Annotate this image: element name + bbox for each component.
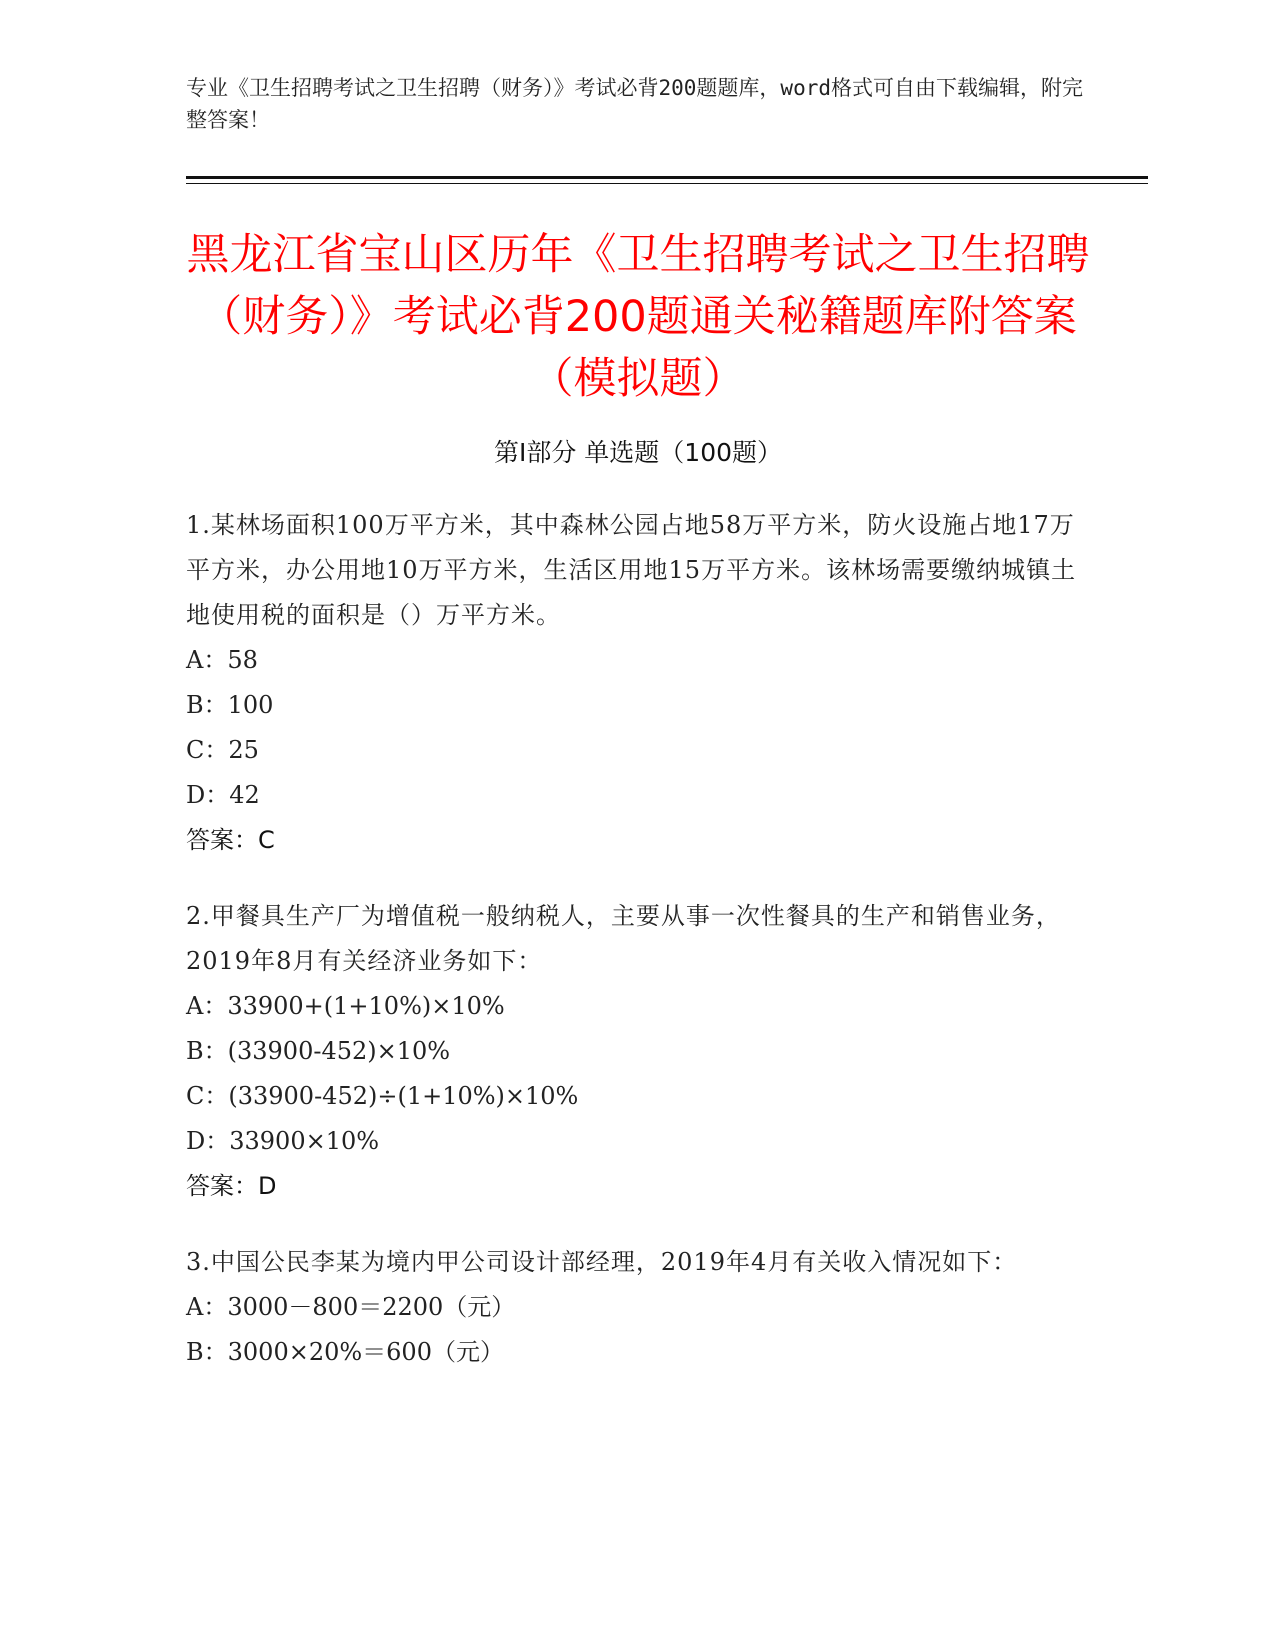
- header-divider-thin: [186, 183, 1148, 184]
- question-text: 3.中国公民李某为境内甲公司设计部经理，2019年4月有关收入情况如下：: [186, 1248, 1018, 1276]
- question-1: [186, 503, 1086, 863]
- question-text: 2.甲餐具生产厂为增值税一般纳税人，主要从事一次性餐具的生产和销售业务，2019年8月有关经济业务如下：: [186, 902, 1061, 975]
- question-2: [186, 894, 1086, 1209]
- option-a: A：58: [186, 646, 258, 674]
- option-d: D：33900×10%: [186, 1127, 380, 1155]
- option-a: A：3000－800＝2200（元）: [186, 1293, 516, 1321]
- header-divider-thick: [186, 176, 1148, 179]
- option-c: C：(33900-452)÷(1+10%)×10%: [186, 1082, 579, 1110]
- option-b: B：3000×20%＝600（元）: [186, 1338, 504, 1366]
- option-b: B：(33900-452)×10%: [186, 1037, 451, 1065]
- option-c: C：25: [186, 736, 259, 764]
- answer-line: 答案：D: [186, 1172, 277, 1200]
- question-3: [186, 1240, 1086, 1375]
- document-title: 黑龙江省宝山区历年《卫生招聘考试之卫生招聘（财务）》考试必背200题通关秘籍题库附答案（模拟题）: [186, 230, 1090, 404]
- option-a: A：33900+(1+10%)×10%: [186, 992, 505, 1020]
- section-heading: 第Ⅰ部分 单选题（100题）: [493, 438, 783, 467]
- question-text: 1.某林场面积100万平方米，其中森林公园占地58万平方米，防火设施占地17万平方米，办公用地10万平方米，生活区用地15万平方米。该林场需要缴纳城镇土地使用税的面积是（）万平方米。: [186, 511, 1077, 629]
- option-b: B：100: [186, 691, 274, 719]
- option-d: D：42: [186, 781, 260, 809]
- header-note: 专业《卫生招聘考试之卫生招聘（财务）》考试必背200题题库，word格式可自由下载编辑，附完整答案！: [186, 76, 1083, 132]
- answer-line: 答案：C: [186, 826, 275, 854]
